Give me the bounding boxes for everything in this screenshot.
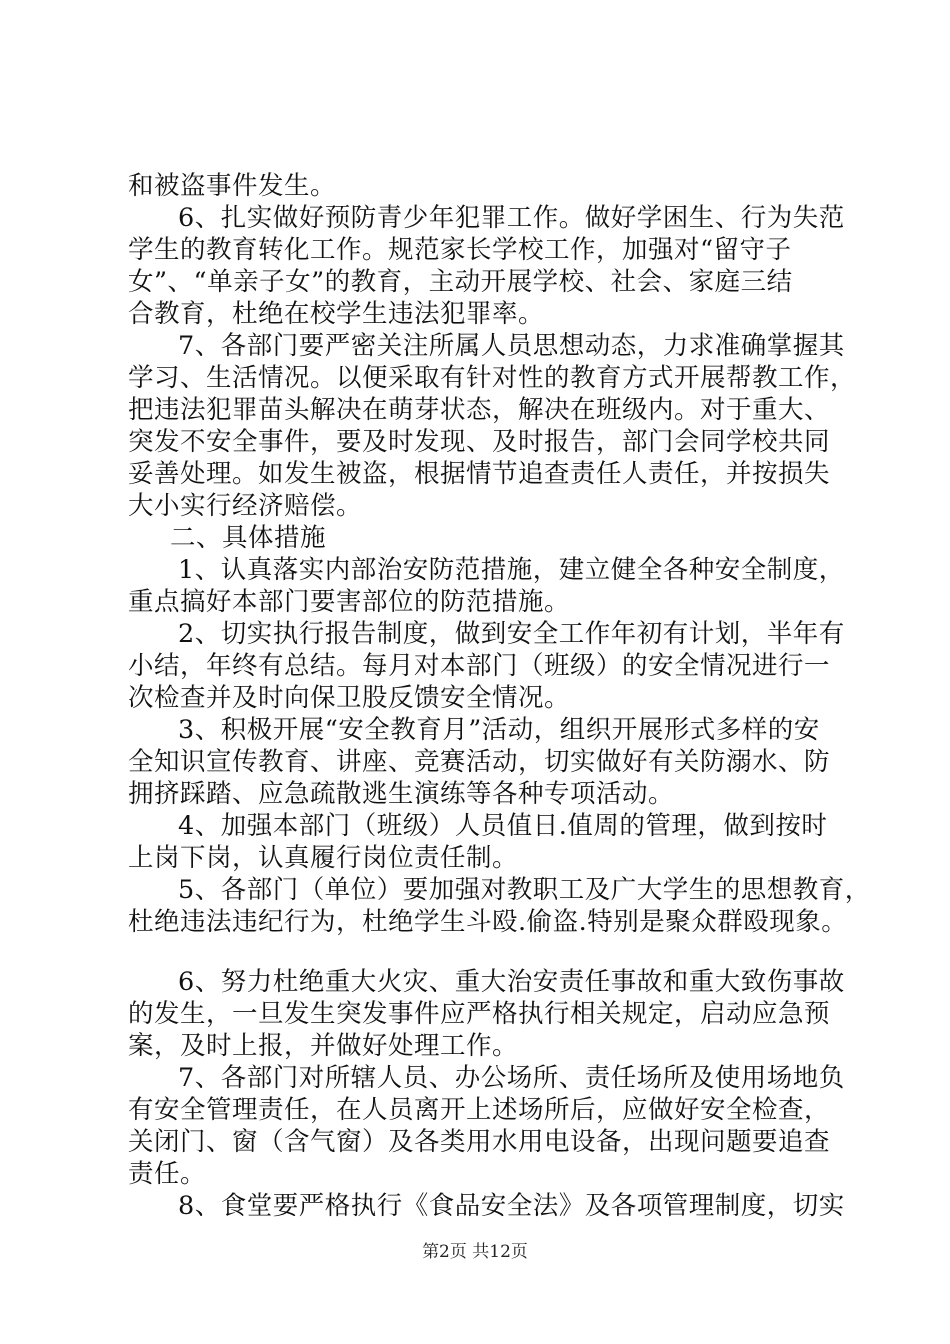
text-line: 7、各部门要严密关注所属人员思想动态，力求准确掌握其 xyxy=(178,331,845,361)
text-line: 和被盗事件发生。 xyxy=(128,171,337,201)
text-line: 女”、“单亲子女”的教育，主动开展学校、社会、家庭三结 xyxy=(128,267,793,297)
text-line: 4、加强本部门（班级）人员值日.值周的管理，做到按时 xyxy=(178,811,828,841)
text-line: 小结，年终有总结。每月对本部门（班级）的安全情况进行一 xyxy=(128,651,831,681)
text-line: 突发不安全事件，要及时发现、及时报告，部门会同学校共同 xyxy=(128,427,831,457)
text-line: 有安全管理责任，在人员离开上述场所后，应做好安全检查， xyxy=(128,1095,831,1125)
text-line: 6、扎实做好预防青少年犯罪工作。做好学困生、行为失范 xyxy=(178,203,845,233)
text-line: 1、认真落实内部治安防范措施，建立健全各种安全制度， xyxy=(178,555,845,585)
text-line: 杜绝违法违纪行为，杜绝学生斗殴.偷盗.特别是聚众群殴现象。 xyxy=(128,907,848,937)
text-line: 拥挤踩踏、应急疏散逃生演练等各种专项活动。 xyxy=(128,779,675,809)
text-line: 妥善处理。如发生被盗，根据情节追查责任人责任，并按损失 xyxy=(128,459,831,489)
text-line: 7、各部门对所辖人员、办公场所、责任场所及使用场地负 xyxy=(178,1063,845,1093)
text-line: 的发生，一旦发生突发事件应严格执行相关规定，启动应急预 xyxy=(128,999,831,1029)
text-line: 8、食堂要严格执行《食品安全法》及各项管理制度，切实 xyxy=(178,1191,845,1221)
text-line: 重点搞好本部门要害部位的防范措施。 xyxy=(128,587,571,617)
text-line: 6、努力杜绝重大火灾、重大治安责任事故和重大致伤事故 xyxy=(178,967,845,997)
text-line: 大小实行经济赔偿。 xyxy=(128,491,363,521)
text-line: 学习、生活情况。以便采取有针对性的教育方式开展帮教工作， xyxy=(128,363,857,393)
text-line: 学生的教育转化工作。规范家长学校工作，加强对“留守子 xyxy=(128,235,792,265)
text-line: 合教育，杜绝在校学生违法犯罪率。 xyxy=(128,299,545,329)
text-line: 全知识宣传教育、讲座、竞赛活动，切实做好有关防溺水、防 xyxy=(128,747,831,777)
text-line: 3、积极开展“安全教育月”活动，组织开展形式多样的安 xyxy=(178,715,820,745)
page-number-footer: 第2页 共12页 xyxy=(422,1242,528,1262)
text-line: 责任。 xyxy=(128,1159,207,1189)
section-heading: 二、具体措施 xyxy=(170,523,327,553)
text-line: 案，及时上报，并做好处理工作。 xyxy=(128,1031,519,1061)
text-line: 5、各部门（单位）要加强对教职工及广大学生的思想教育， xyxy=(178,875,871,905)
text-line: 2、切实执行报告制度，做到安全工作年初有计划，半年有 xyxy=(178,619,845,649)
text-line: 把违法犯罪苗头解决在萌芽状态，解决在班级内。对于重大、 xyxy=(128,395,831,425)
text-line: 次检查并及时向保卫股反馈安全情况。 xyxy=(128,683,571,713)
text-line: 关闭门、窗（含气窗）及各类用水用电设备，出现问题要追查 xyxy=(128,1127,831,1157)
text-line: 上岗下岗，认真履行岗位责任制。 xyxy=(128,843,519,873)
